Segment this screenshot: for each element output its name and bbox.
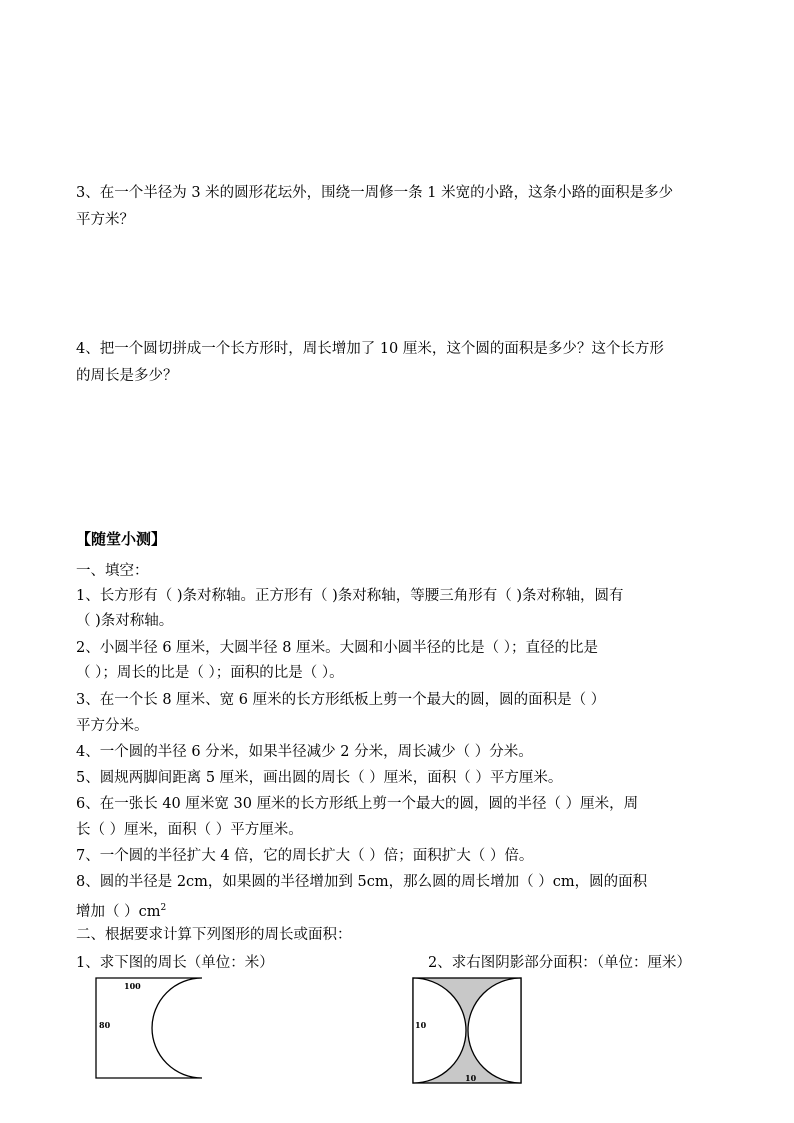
figure-1-title: 1、求下图的周长（单位：米） xyxy=(76,955,274,971)
figure-1-shape xyxy=(96,978,202,1078)
problem-3-line1: 3、在一个半径为 3 米的圆形花坛外，围绕一周修一条 1 米宽的小路，这条小路的面积是多少 xyxy=(76,185,674,201)
quiz-line: 4、一个圆的半径 6 分米，如果半径减少 2 分米，周长减少（ ）分米。 xyxy=(76,744,533,760)
quiz-line: 3、在一个长 8 厘米、宽 6 厘米的长方形纸板上剪一个最大的圆，圆的面积是（ ） xyxy=(76,692,606,708)
problem-3-line2: 平方米？ xyxy=(76,212,134,228)
quiz-title: 【随堂小测】 xyxy=(76,530,167,548)
quiz-line: 6、在一张长 40 厘米宽 30 厘米的长方形纸上剪一个最大的圆，圆的半径（ ）厘米，周 xyxy=(76,796,639,812)
quiz-line: 长（ ）厘米，面积（ ）平方厘米。 xyxy=(76,822,303,838)
quiz-line: 2、小圆半径 6 厘米，大圆半径 8 厘米。大圆和小圆半径的比是（ ）；直径的比是 xyxy=(76,640,598,656)
figure-1-label-top: 100 xyxy=(124,981,141,991)
quiz-line: 7、一个圆的半径扩大 4 倍，它的周长扩大（ ）倍；面积扩大（ ）倍。 xyxy=(76,848,534,864)
section-fill-blank: 一、填空： xyxy=(76,563,149,579)
figure-1 xyxy=(90,974,220,1084)
quiz-line xyxy=(76,899,734,921)
quiz-line-text: 增加（ ）cm xyxy=(76,903,161,920)
figure-2-label-bottom: 10 xyxy=(465,1073,477,1083)
quiz-line: 5、圆规两脚间距离 5 厘米，画出圆的周长（ ）厘米，面积（ ）平方厘米。 xyxy=(76,770,563,786)
problem-4-line1: 4、把一个圆切拼成一个长方形时，周长增加了 10 厘米，这个圆的面积是多少？这个长方形 xyxy=(76,341,664,357)
quiz-line: 1、长方形有（ )条对称轴。正方形有（ )条对称轴，等腰三角形有（ )条对称轴，圆有 xyxy=(76,588,624,604)
superscript: 2 xyxy=(160,903,167,913)
section-calc: 二、根据要求计算下列图形的周长或面积： xyxy=(76,927,352,943)
figure-2-title: 2、求右图阴影部分面积：（单位：厘米） xyxy=(428,955,691,971)
figure-2 xyxy=(410,974,528,1086)
quiz-line: 平方分米。 xyxy=(76,718,149,734)
figure-2-label-left: 10 xyxy=(415,1020,427,1030)
problem-4-line2: 的周长是多少？ xyxy=(76,368,178,384)
quiz-line: （ )条对称轴。 xyxy=(76,613,174,629)
quiz-line: （ ）；周长的比是（ ）；面积的比是（ ）。 xyxy=(76,665,344,681)
figure-1-label-left: 80 xyxy=(99,1020,111,1030)
quiz-line: 8、圆的半径是 2cm，如果圆的半径增加到 5cm，那么圆的周长增加（ ）cm，圆的面积 xyxy=(76,874,648,890)
